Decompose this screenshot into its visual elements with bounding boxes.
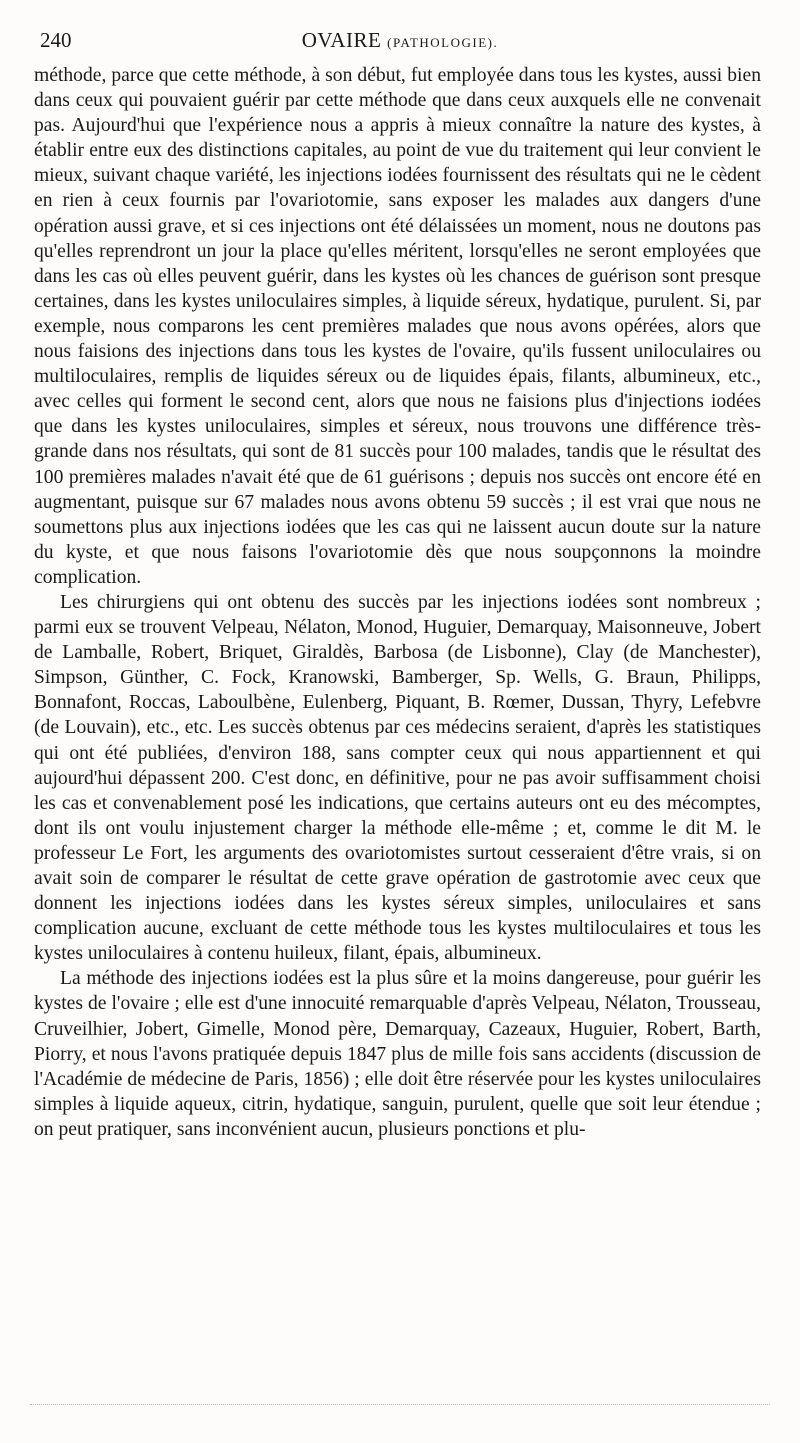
page-header: [40, 28, 760, 58]
running-title: [40, 28, 760, 53]
running-title-main: OVAIRE: [301, 28, 382, 52]
page-number: 240: [40, 28, 72, 52]
paragraph: Les chirurgiens qui ont obtenu des succès par les injections iodées sont nombreux ; parmi eux se trouvent Velpeau, Nélaton, Monod, Huguier, Demarquay, Maisonneuve, Jobert de Lamballe, Robert, Briquet, Giraldès, Barbosa (de Lisbonne), Clay (de Manchester), Simpson, Günther, C. Fock, Kranowski, Bamberger, Sp. Wells, G. Braun, Philipps, Bonnafont, Roccas, Laboulbène, Eulenberg, Piquant, B. Rœmer, Dussan, Thyry, Lefebvre (de Louvain), etc., etc. Les succès obtenus par ces médecins seraient, d'après les statistiques qui ont été publiées, d'environ 188, sans compter ceux qui nous appartiennent et qui aujourd'hui dépassent 200. C'est donc, en définitive, pour ne pas avoir suffisamment choisi les cas et convenablement posé les indications, que certains auteurs ont eu des mécomptes, dont ils ont voulu injustement charger la méthode elle-même ; et, comme le dit M. le professeur Le Fort, les arguments des ovariotomistes surtout cesseraient d'être vrais, si on avait soin de comparer le résultat de cette grave opération de gastrotomie avec ceux que donnent les injections iodées dans les kystes séreux simples, uniloculaires et sans complication aucune, excluant de cette méthode tous les kystes multiloculaires et tous les kystes uniloculaires à contenu huileux, filant, épais, albumineux.: [34, 591, 761, 965]
paragraph: méthode, parce que cette méthode, à son début, fut employée dans tous les kystes, aussi bien dans ceux qui pouvaient guérir par cette méthode que dans ceux auxquels elle ne convenait pas. Aujourd'hui que l'expérience nous a appris à mieux connaître la nature des kystes, à établir entre eux des distinctions capitales, au point de vue du traitement qui leur convient le mieux, suivant chaque variété, les injections iodées fournissent des résultats qui ne le cèdent en rien à ceux fournis par l'ovariotomie, sans exposer les malades aux dangers d'une opération aussi grave, et si ces injections ont été délaissées un moment, nous ne doutons pas qu'elles reprendront un jour la place qu'elles méritent, lorsqu'elles ne seront employées que dans les cas où elles peuvent guérir, dans les kystes où les chances de guérison sont presque certaines, dans les kystes uniloculaires simples, à liquide séreux, hydatique, purulent. Si, par exemple, nous comparons les cent premières malades que nous avons opérées, alors que nous faisions des injections dans tous les kystes de l'ovaire, qu'ils fussent uniloculaires ou multiloculaires, remplis de liquides séreux ou de liquides épais, filants, albumineux, etc., avec celles qui forment le second cent, alors que nous ne faisions plus d'injections iodées que dans les kystes uniloculaires, simples et séreux, nous trouvons une différence très-grande dans nos résultats, qui sont de 81 succès pour 100 malades, tandis que le résultat des 100 premières malades n'avait été que de 61 guérisons ; depuis nos succès ont encore été en augmentant, puisque sur 67 malades nous avons obtenu 59 succès ; il est vrai que nous ne soumettons plus aux injections iodées que les cas qui ne laissent aucun doute sur la nature du kyste, et que nous faisons l'ovariotomie dès que nous soupçonnons la moindre complication.: [34, 65, 761, 588]
body-text: [34, 63, 761, 1142]
paragraph: La méthode des injections iodées est la plus sûre et la moins dangereuse, pour guérir les kystes de l'ovaire ; elle est d'une innocuité remarquable d'après Velpeau, Nélaton, Trousseau, Cruveilhier, Jobert, Gimelle, Monod père, Demarquay, Cazeaux, Huguier, Robert, Barth, Piorry, et nous l'avons pratiquée depuis 1847 plus de mille fois sans accidents (discussion de l'Académie de médecine de Paris, 1856) ; elle doit être réservée pour les kystes uniloculaires simples à liquide aqueux, citrin, hydatique, sanguin, purulent, quelle que soit leur étendue ; on peut pratiquer, sans inconvénient aucun, plusieurs ponctions et plu-: [34, 968, 761, 1140]
footer-rule: [30, 1404, 770, 1405]
running-title-sub: (PATHOLOGIE).: [387, 35, 499, 50]
